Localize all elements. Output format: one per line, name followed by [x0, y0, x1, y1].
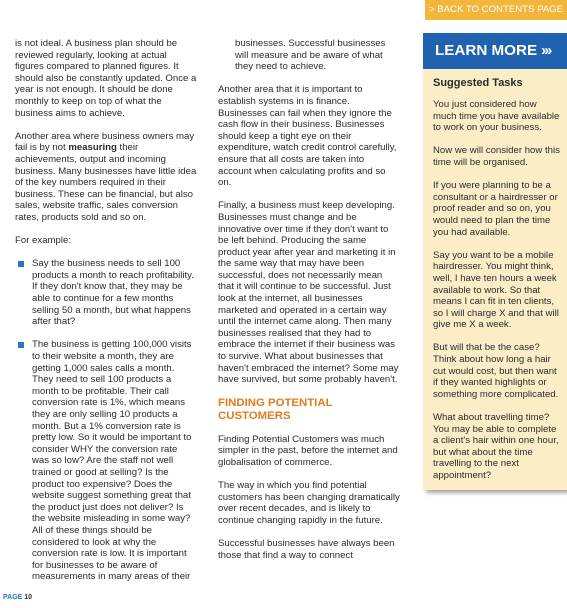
text-run: Another area where business owners may fail is by not — [15, 130, 195, 154]
list-item-text: Say the business needs to sell 100 products a month to reach profitability. If they don't know that, they may be able to continue for a few months selling 50 a month, but what happens after that? — [32, 258, 194, 328]
learn-more-label: LEARN MORE — [435, 42, 538, 59]
emphasis-text: measuring — [68, 142, 117, 154]
example-list — [15, 258, 197, 583]
task-item: Now we will consider how this time will be organised. — [433, 145, 560, 168]
learn-more-button[interactable] — [423, 33, 567, 69]
page-word: PAGE — [3, 594, 23, 601]
section-heading: FINDING POTENTIAL CUSTOMERS — [218, 397, 333, 422]
text-run: their achievements, output and incoming business. Many businesses have little idea of the key numbers required in their business. These can be financial, but also sales, website traffic, sales conversion rates, products sold and so on. — [15, 142, 197, 223]
task-item: Say you want to be a mobile hairdresser. You might think, well, I have ten hours a week available to work. So that means I can fit in ten clients, so I will charge X and that will give me X a week. — [433, 249, 559, 331]
article-column-2 — [218, 38, 400, 573]
paragraph: Finding Potential Customers was much simpler in the past, before the internet and globalisation of commerce. — [218, 433, 398, 468]
paragraph: businesses. Successful businesses will measure and be aware of what they need to achieve. — [235, 38, 386, 73]
task-list — [433, 99, 561, 493]
list-item — [15, 258, 197, 328]
paragraph: Another area that it is important to establish systems in is finance. Businesses can fail when they ignore the cash flow in their business. Businesses should keep a tight eye on their expenditure, watch credit control carefully, ensure that all costs are taken into account when calculating profits and so on. — [218, 84, 397, 189]
sidebar-title: Suggested Tasks — [433, 77, 523, 89]
back-to-contents-link[interactable]: > BACK TO CONTENTS PAGE — [425, 0, 567, 20]
paragraph: The way in which you find potential customers has been changing dramatically over recent decades, and is likely to continue changing rapidly in the future. — [218, 479, 400, 526]
paragraph: For example: — [15, 235, 71, 247]
article-column-1 — [15, 38, 197, 595]
task-item: What about travelling time? You may be able to complete a client's hair within one hour, but what about the time travelling to the next appointment? — [433, 412, 559, 481]
list-item — [15, 339, 197, 582]
chevrons-right-icon: ››› — [541, 42, 551, 59]
paragraph: is not ideal. A business plan should be reviewed regularly, looking at actual figures compared to planned figures. It should also be constantly updated. Once a year is not enough. It should be done monthly to keep on top of what the business aims to achieve. — [15, 38, 197, 119]
task-item: You just considered how much time you have available to work on your business. — [433, 99, 560, 134]
paragraph: Finally, a business must keep developing. Businesses must change and be innovative over time if they don't want to be left behind. Producing the same product year after year and marketing it in the same way that may have been successful, does not necessarily mean that it will continue to be successful. Just look at the internet, all businesses marketed and operated in a certain way until the internet came along. Then many businesses realised that they had to embrace the internet if their business was to survive. What about businesses that haven't embraced the internet? Some may have survived, but some probably haven't. — [218, 200, 399, 386]
page-number-label — [3, 594, 32, 601]
square-bullet-icon — [18, 342, 24, 348]
task-item: But will that be the case? Think about how long a hair cut would cost, but then want if they wanted highlights or something more complicated. — [433, 342, 559, 400]
paragraph — [15, 131, 197, 224]
task-item: If you were planning to be a consultant or a hairdresser or proof reader and so on, you would need to plan the time you had available. — [433, 180, 558, 238]
paragraph: Successful businesses have always been those that find a way to connect — [218, 537, 395, 561]
page-number: 10 — [24, 594, 33, 601]
list-item-text: The business is getting 100,000 visits to their website a month, they are getting 1,000 sales calls a month. They need to sell 100 products a month to be profitable. Their call conversion rate is 1%, which means they are only selling 10 products a month. But a 1% conversion rate is pretty low. So it would be important to consider WHY the conversion rate was so low? Are the staff not well trained or good at selling? Is the product too expensive? Does the website suggest something great that the product just does not deliver? Is the website misleading in some way? All of these things should be considered to look at why the conversion rate is low. It is important for businesses to be aware of measurements in many areas of their — [32, 339, 192, 583]
suggested-tasks-sidebar — [423, 33, 567, 490]
square-bullet-icon — [18, 261, 24, 267]
